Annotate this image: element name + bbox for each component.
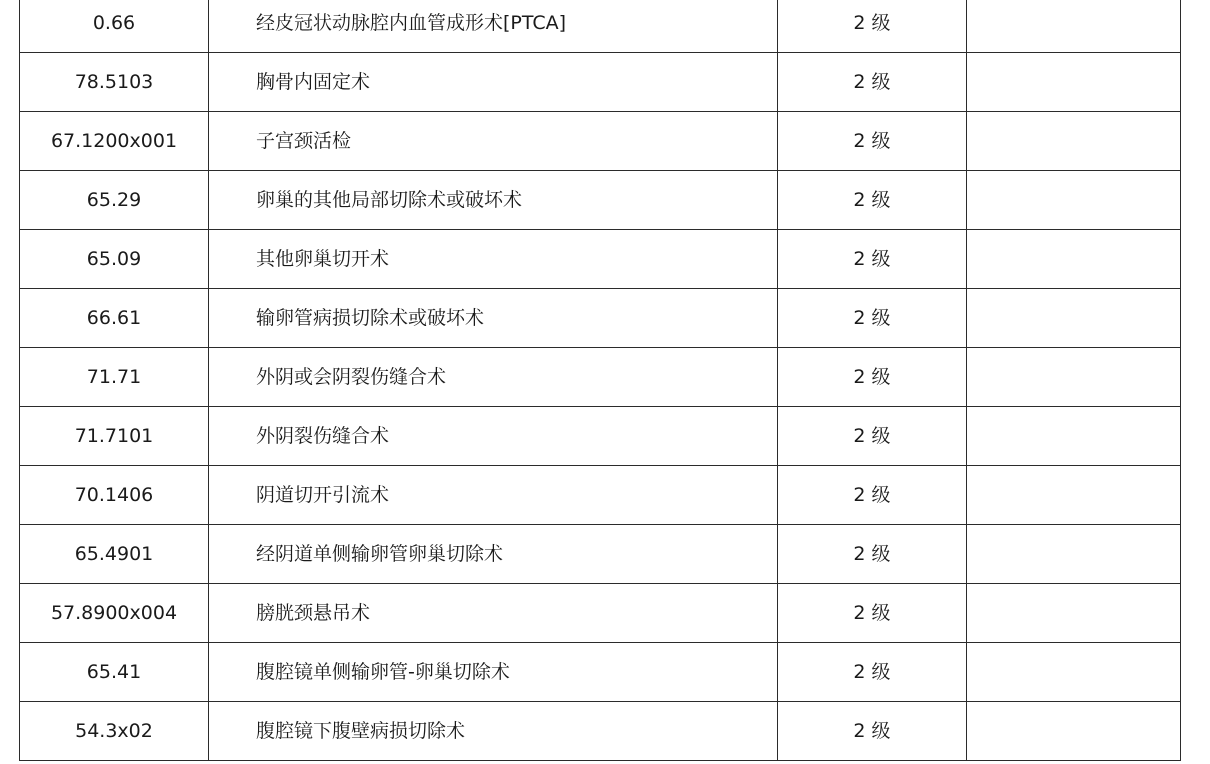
procedure-name-cell: 腹腔镜单侧输卵管-卵巢切除术 bbox=[209, 643, 778, 702]
procedure-code-cell: 71.71 bbox=[20, 348, 209, 407]
table-row bbox=[20, 407, 1181, 466]
procedure-code-cell: 0.66 bbox=[20, 0, 209, 53]
procedure-level-cell: 2 级 bbox=[778, 289, 967, 348]
procedure-code-cell: 57.8900x004 bbox=[20, 584, 209, 643]
note-cell bbox=[967, 348, 1181, 407]
table-row bbox=[20, 584, 1181, 643]
table-row bbox=[20, 525, 1181, 584]
procedure-level-cell: 2 级 bbox=[778, 466, 967, 525]
procedure-name-cell: 卵巢的其他局部切除术或破坏术 bbox=[209, 171, 778, 230]
procedure-code-cell: 54.3x02 bbox=[20, 702, 209, 761]
procedure-code-cell: 67.1200x001 bbox=[20, 112, 209, 171]
procedure-code-cell: 78.5103 bbox=[20, 53, 209, 112]
table-row bbox=[20, 466, 1181, 525]
note-cell bbox=[967, 702, 1181, 761]
procedure-name-cell: 胸骨内固定术 bbox=[209, 53, 778, 112]
procedure-name-cell: 子宫颈活检 bbox=[209, 112, 778, 171]
note-cell bbox=[967, 466, 1181, 525]
procedure-name-cell: 输卵管病损切除术或破坏术 bbox=[209, 289, 778, 348]
note-cell bbox=[967, 525, 1181, 584]
procedure-level-cell: 2 级 bbox=[778, 525, 967, 584]
procedure-level-cell: 2 级 bbox=[778, 407, 967, 466]
note-cell bbox=[967, 0, 1181, 53]
procedure-code-cell: 66.61 bbox=[20, 289, 209, 348]
procedure-code-cell: 65.29 bbox=[20, 171, 209, 230]
procedure-level-cell: 2 级 bbox=[778, 348, 967, 407]
table-row bbox=[20, 0, 1181, 53]
procedure-level-cell: 2 级 bbox=[778, 0, 967, 53]
procedure-table-container bbox=[19, 0, 1180, 761]
procedure-level-cell: 2 级 bbox=[778, 53, 967, 112]
procedure-table bbox=[19, 0, 1181, 761]
procedure-name-cell: 外阴裂伤缝合术 bbox=[209, 407, 778, 466]
procedure-code-cell: 71.7101 bbox=[20, 407, 209, 466]
procedure-name-cell: 腹腔镜下腹壁病损切除术 bbox=[209, 702, 778, 761]
table-row bbox=[20, 53, 1181, 112]
table-row bbox=[20, 348, 1181, 407]
note-cell bbox=[967, 53, 1181, 112]
note-cell bbox=[967, 407, 1181, 466]
procedure-level-cell: 2 级 bbox=[778, 584, 967, 643]
procedure-level-cell: 2 级 bbox=[778, 112, 967, 171]
procedure-level-cell: 2 级 bbox=[778, 171, 967, 230]
procedure-name-cell: 膀胱颈悬吊术 bbox=[209, 584, 778, 643]
procedure-code-cell: 65.41 bbox=[20, 643, 209, 702]
note-cell bbox=[967, 112, 1181, 171]
note-cell bbox=[967, 584, 1181, 643]
table-row bbox=[20, 289, 1181, 348]
procedure-code-cell: 70.1406 bbox=[20, 466, 209, 525]
note-cell bbox=[967, 171, 1181, 230]
note-cell bbox=[967, 643, 1181, 702]
procedure-name-cell: 经阴道单侧输卵管卵巢切除术 bbox=[209, 525, 778, 584]
table-row bbox=[20, 702, 1181, 761]
procedure-code-cell: 65.4901 bbox=[20, 525, 209, 584]
procedure-name-cell: 阴道切开引流术 bbox=[209, 466, 778, 525]
procedure-level-cell: 2 级 bbox=[778, 702, 967, 761]
procedure-level-cell: 2 级 bbox=[778, 643, 967, 702]
table-row bbox=[20, 643, 1181, 702]
note-cell bbox=[967, 230, 1181, 289]
table-row bbox=[20, 230, 1181, 289]
table-row bbox=[20, 171, 1181, 230]
procedure-name-cell: 其他卵巢切开术 bbox=[209, 230, 778, 289]
procedure-name-cell: 外阴或会阴裂伤缝合术 bbox=[209, 348, 778, 407]
note-cell bbox=[967, 289, 1181, 348]
procedure-level-cell: 2 级 bbox=[778, 230, 967, 289]
procedure-code-cell: 65.09 bbox=[20, 230, 209, 289]
procedure-name-cell: 经皮冠状动脉腔内血管成形术[PTCA] bbox=[209, 0, 778, 53]
table-row bbox=[20, 112, 1181, 171]
